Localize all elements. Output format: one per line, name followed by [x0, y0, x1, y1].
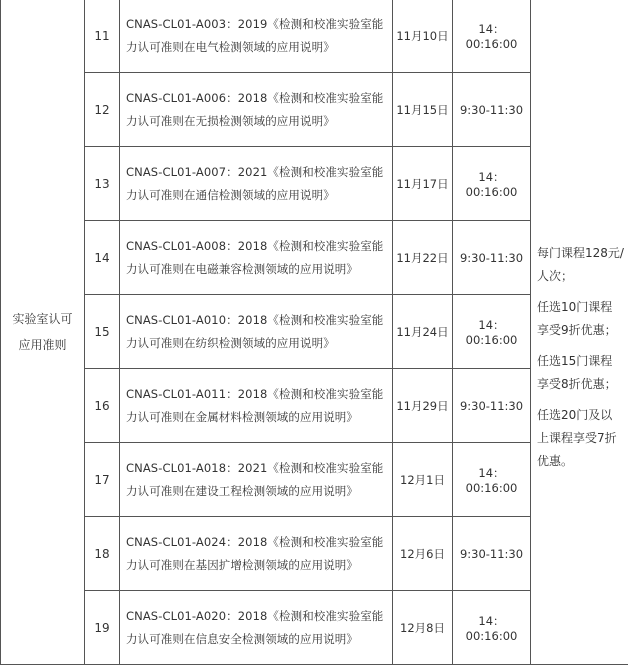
price-notes-cell	[531, 0, 628, 665]
course-date: 11月10日	[393, 0, 453, 73]
course-date: 12月1日	[393, 443, 453, 517]
course-title: CNAS-CL01-A010：2018《检测和校准实验室能力认可准则在纺织检测领域的应用说明》	[120, 295, 393, 369]
course-time: 9:30-11:30	[453, 369, 531, 443]
course-date: 11月15日	[393, 73, 453, 147]
category-cell: 实验室认可应用准则	[1, 0, 85, 665]
course-date: 11月24日	[393, 295, 453, 369]
row-number: 18	[85, 517, 120, 591]
row-number: 13	[85, 147, 120, 221]
course-date: 12月8日	[393, 591, 453, 665]
course-time: 9:30-11:30	[453, 73, 531, 147]
course-time: 14：00:16:00	[453, 591, 531, 665]
row-number: 17	[85, 443, 120, 517]
course-date: 12月6日	[393, 517, 453, 591]
price-note: 任选20门及以上课程享受7折优惠。	[537, 408, 617, 468]
row-number: 16	[85, 369, 120, 443]
row-number: 11	[85, 0, 120, 73]
course-title: CNAS-CL01-A018：2021《检测和校准实验室能力认可准则在建设工程检测领域的应用说明》	[120, 443, 393, 517]
price-note: 任选15门课程享受8折优惠；	[537, 354, 617, 391]
course-title: CNAS-CL01-A011：2018《检测和校准实验室能力认可准则在金属材料检测领域的应用说明》	[120, 369, 393, 443]
course-title: CNAS-CL01-A020：2018《检测和校准实验室能力认可准则在信息安全检测领域的应用说明》	[120, 591, 393, 665]
row-number: 15	[85, 295, 120, 369]
course-time: 14：00:16:00	[453, 443, 531, 517]
course-time: 14：00:16:00	[453, 0, 531, 73]
row-number: 19	[85, 591, 120, 665]
price-note: 每门课程128元/人次；	[537, 246, 624, 283]
row-number: 14	[85, 221, 120, 295]
course-date: 11月17日	[393, 147, 453, 221]
course-title: CNAS-CL01-A003：2019《检测和校准实验室能力认可准则在电气检测领域的应用说明》	[120, 0, 393, 73]
course-time: 9:30-11:30	[453, 517, 531, 591]
course-date: 11月29日	[393, 369, 453, 443]
table-row	[1, 0, 628, 73]
course-date: 11月22日	[393, 221, 453, 295]
course-title: CNAS-CL01-A008：2018《检测和校准实验室能力认可准则在电磁兼容检测领域的应用说明》	[120, 221, 393, 295]
course-time: 14：00:16:00	[453, 295, 531, 369]
course-time: 9:30-11:30	[453, 221, 531, 295]
course-title: CNAS-CL01-A007：2021《检测和校准实验室能力认可准则在通信检测领域的应用说明》	[120, 147, 393, 221]
course-time: 14：00:16:00	[453, 147, 531, 221]
course-title: CNAS-CL01-A024：2018《检测和校准实验室能力认可准则在基因扩增检测领域的应用说明》	[120, 517, 393, 591]
course-title: CNAS-CL01-A006：2018《检测和校准实验室能力认可准则在无损检测领域的应用说明》	[120, 73, 393, 147]
price-note: 任选10门课程享受9折优惠；	[537, 300, 617, 337]
row-number: 12	[85, 73, 120, 147]
